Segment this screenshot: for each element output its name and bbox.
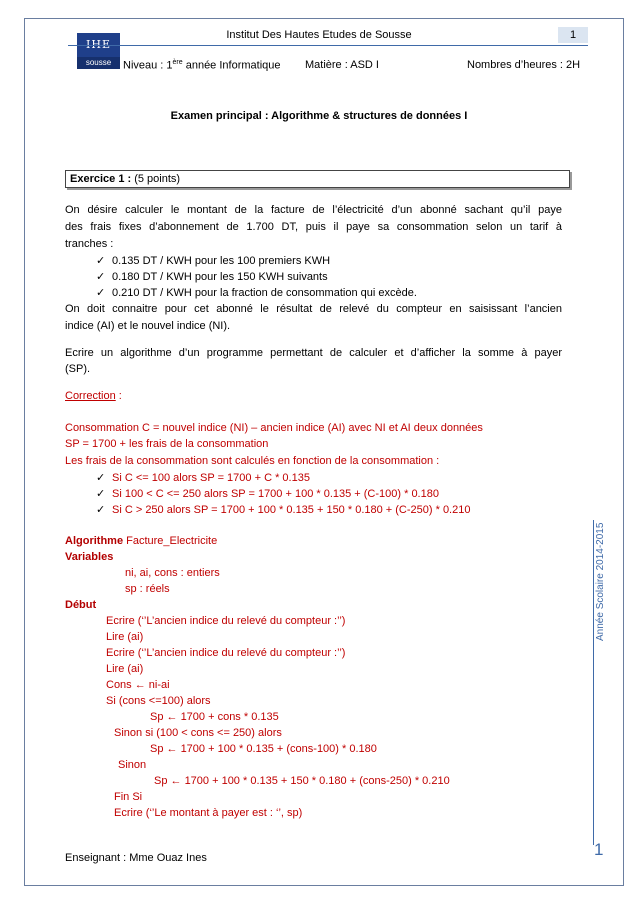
- checkmark-icon: ✓: [96, 255, 106, 267]
- correction-line-1: Consommation C = nouvel indice (NI) – ancien indice (AI) avec NI et AI deux données: [65, 422, 483, 434]
- algo-line: Ecrire (‘’L’ancien indice du relevé du compteur :’’): [106, 647, 346, 659]
- tariff-item: [96, 270, 328, 283]
- algo-line: Sp ← 1700 + 100 * 0.135 + (cons-100) * 0.180: [150, 743, 377, 755]
- exercise-points: (5 points): [131, 173, 181, 185]
- para2-line-2: indice (AI) et le nouvel indice (NI).: [65, 320, 231, 332]
- logo-bottom-text: sousse: [77, 57, 120, 69]
- footer-teacher: Enseignant : Mme Ouaz Ines: [65, 852, 207, 864]
- variables-keyword: Variables: [65, 551, 114, 563]
- tariff-item: [96, 286, 417, 299]
- exercise-label: Exercice 1 :: [70, 173, 132, 185]
- tariff-text: 0.135 DT / KWH pour les 100 premiers KWH: [112, 255, 331, 267]
- case-item: [96, 487, 439, 500]
- header-rule: [68, 45, 588, 46]
- level-info: [123, 59, 281, 72]
- exam-title: Examen principal : Algorithme & structures de données I: [170, 110, 468, 122]
- statement-line-1: On désire calculer le montant de la facture de l’électricité d’un abonné sachant qu’il paye: [65, 204, 562, 216]
- correction-line-2: SP = 1700 + les frais de la consommation: [65, 438, 269, 450]
- correction-line-3: Les frais de la consommation sont calculés en fonction de la consommation :: [65, 455, 440, 467]
- header-institution: Institut Des Hautes Etudes de Sousse: [226, 29, 412, 41]
- algo-line: Lire (ai): [106, 631, 144, 643]
- algo-line: Ecrire (‘’Le montant à payer est : ‘’, sp): [114, 807, 303, 819]
- algo-line: Sp ← 1700 + 100 * 0.135 + 150 * 0.180 + (cons-250) * 0.210: [154, 775, 450, 787]
- case-text: Si C > 250 alors SP = 1700 + 100 * 0.135 + 150 * 0.180 + (C-250) * 0.210: [112, 504, 471, 516]
- case-item: [96, 471, 310, 484]
- tariff-item: [96, 254, 330, 267]
- algo-line: Sp ← 1700 + cons * 0.135: [150, 711, 279, 723]
- algo-line: Sinon: [118, 759, 147, 771]
- tariff-text: 0.180 DT / KWH pour les 150 KWH suivants: [112, 271, 328, 283]
- case-item: [96, 503, 470, 516]
- logo-top-text: IHE: [86, 38, 111, 51]
- correction-label: Correction: [65, 390, 116, 402]
- level-sup: ère: [172, 59, 183, 66]
- subject-info: Matière : ASD I: [305, 59, 379, 71]
- level-suffix: année Informatique: [182, 59, 281, 72]
- algorithme-keyword: Algorithme: [65, 535, 124, 547]
- hours-info: Nombres d’heures : 2H: [467, 59, 581, 71]
- algorithm-name: Facture_Electricite: [123, 535, 218, 547]
- header-page-number: 1: [558, 27, 588, 43]
- para3-line-2: (SP).: [65, 363, 91, 375]
- checkmark-icon: ✓: [96, 287, 106, 299]
- algo-line: Sinon si (100 < cons <= 250) alors: [114, 727, 282, 739]
- level-prefix: Niveau : 1: [123, 59, 173, 72]
- algo-line: Fin Si: [114, 791, 143, 803]
- algo-line: Cons ← ni-ai: [106, 679, 170, 691]
- checkmark-icon: ✓: [96, 271, 106, 283]
- correction-heading: [65, 390, 122, 402]
- algo-line: Si (cons <=100) alors: [106, 695, 211, 707]
- checkmark-icon: ✓: [96, 472, 106, 484]
- side-rule: [593, 520, 594, 845]
- correction-label-suffix: :: [115, 390, 122, 402]
- checkmark-icon: ✓: [96, 488, 106, 500]
- algorithm-header: [65, 535, 217, 547]
- para2-line-1: On doit connaitre pour cet abonné le résultat de relevé du compteur en saisissant l’ancien: [65, 303, 562, 315]
- variable-decl-2: sp : réels: [125, 583, 170, 595]
- variable-decl-1: ni, ai, cons : entiers: [125, 567, 220, 579]
- tariff-text: 0.210 DT / KWH pour la fraction de consommation qui excède.: [112, 287, 417, 299]
- page-border: [24, 18, 624, 886]
- checkmark-icon: ✓: [96, 504, 106, 516]
- algo-line: Lire (ai): [106, 663, 144, 675]
- case-text: Si C <= 100 alors SP = 1700 + C * 0.135: [112, 472, 310, 484]
- case-text: Si 100 < C <= 250 alors SP = 1700 + 100 * 0.135 + (C-100) * 0.180: [112, 488, 439, 500]
- para3-line-1: Ecrire un algorithme d’un programme permettant de calculer et d’afficher la somme à payer: [65, 347, 562, 359]
- algo-line: Ecrire (‘’L’ancien indice du relevé du compteur :’’): [106, 615, 346, 627]
- debut-keyword: Début: [65, 599, 97, 611]
- page-number-large: 1: [594, 840, 604, 859]
- statement-line-2: des frais fixes d’abonnement de 1.700 DT, puis il paye sa consommation selon un tarif à: [65, 221, 562, 233]
- statement-line-3: tranches :: [65, 238, 114, 250]
- exercise-heading: [65, 170, 570, 188]
- school-year: Année Scolaire 2014-2015: [595, 522, 606, 641]
